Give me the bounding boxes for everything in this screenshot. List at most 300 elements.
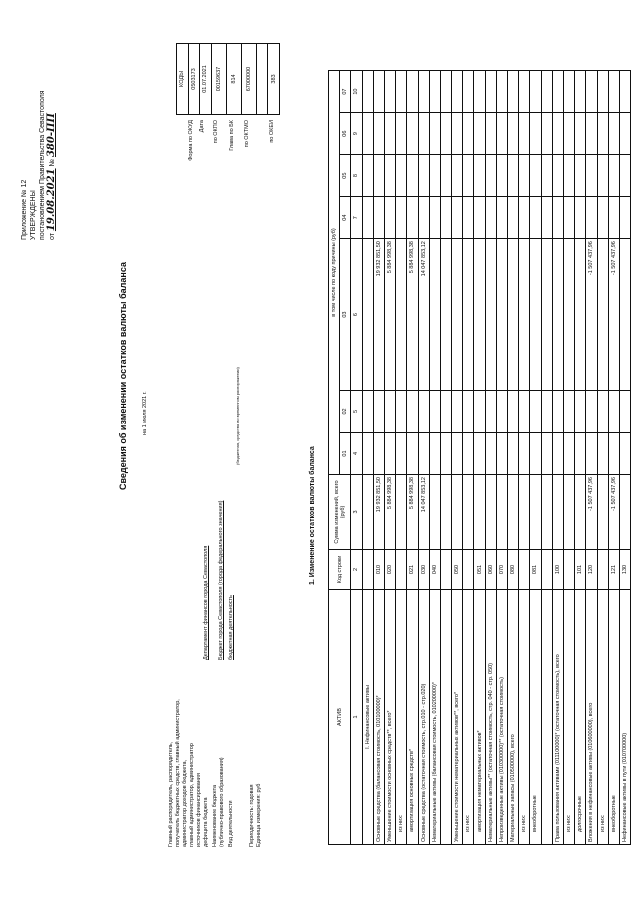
row-name: Уменьшение стоимости нематериальных активов**, всего*: [452, 590, 463, 845]
row-code: 081: [530, 550, 541, 590]
row-c03: [452, 239, 463, 391]
row-c01: [373, 432, 384, 474]
row-c03: [619, 239, 630, 391]
row-c05: [563, 155, 574, 197]
resolution-date-line: [47, 113, 57, 240]
row-name: из них:: [597, 590, 608, 845]
row-c03: [508, 239, 519, 391]
row-sum: [496, 475, 507, 550]
row-c02: [541, 390, 552, 432]
row-c04: [575, 197, 586, 239]
row-name: Нефинансовые активы в пути (010700000): [619, 590, 630, 845]
row-code: 010: [373, 550, 384, 590]
row-c03: [575, 239, 586, 391]
row-c07: [519, 71, 530, 113]
date-value: 01.07.2021: [200, 44, 212, 115]
row-c02: [552, 390, 563, 432]
row-c06: [485, 113, 496, 155]
row-c05: [541, 155, 552, 197]
table-row: [508, 71, 519, 845]
label-line-8: (публично-правового образования): [219, 757, 225, 847]
row-c05: [362, 155, 373, 197]
date-code-label: Дата: [199, 120, 205, 133]
header-aktiv: АКТИВ: [329, 590, 351, 845]
header-incl: в том числе по коду причины (руб): [329, 71, 340, 475]
row-c04: [418, 197, 429, 239]
row-sum: 5 884 998,38: [384, 475, 395, 550]
row-code: 050: [452, 550, 463, 590]
table-row: [452, 71, 463, 845]
header-c03: 03: [340, 239, 351, 391]
header-c01: 01: [340, 432, 351, 474]
row-c03: -1 507 437,96: [608, 239, 619, 391]
resolution-date: 19.08.2021: [46, 168, 57, 232]
row-c04: [485, 197, 496, 239]
row-c03: [485, 239, 496, 391]
row-c02: [508, 390, 519, 432]
row-c04: [463, 197, 474, 239]
row-c03: [429, 239, 440, 391]
row-c07: [429, 71, 440, 113]
table-row: [619, 71, 630, 845]
row-name: из них:: [463, 590, 474, 845]
row-c03: [396, 239, 407, 391]
row-c06: [474, 113, 485, 155]
row-c06: [429, 113, 440, 155]
unit-label: Единица измерения: руб: [256, 783, 262, 847]
row-c06: [407, 113, 418, 155]
row-c07: [508, 71, 519, 113]
column-number: 8: [351, 155, 362, 197]
row-c03: [530, 239, 541, 391]
row-code: [519, 550, 530, 590]
table-row: [496, 71, 507, 845]
row-c03: [552, 239, 563, 391]
table-row: [519, 71, 530, 845]
row-c02: [519, 390, 530, 432]
row-c02: [530, 390, 541, 432]
row-name: долгосрочные: [575, 590, 586, 845]
row-c06: [608, 113, 619, 155]
row-sum: 14 047 853,12: [418, 475, 429, 550]
row-sum: -1 507 437,96: [586, 475, 597, 550]
row-c02: [407, 390, 418, 432]
row-c06: [552, 113, 563, 155]
row-c04: [619, 197, 630, 239]
department-name: Департамент финансов города Севастополя: [203, 545, 209, 660]
row-c01: [463, 432, 474, 474]
row-name: из них:: [563, 590, 574, 845]
row-c04: [597, 197, 608, 239]
row-c03: 5 884 998,38: [384, 239, 395, 391]
table-row: [575, 71, 586, 845]
row-c06: [396, 113, 407, 155]
row-sum: [530, 475, 541, 550]
balance-changes-table: [328, 70, 631, 845]
row-name: Непроизведенные активы (010300000)** (остаточная стоимость): [496, 590, 507, 845]
row-name: из них:: [519, 590, 530, 845]
row-c04: [552, 197, 563, 239]
column-number-row: [351, 71, 362, 845]
row-c05: [373, 155, 384, 197]
row-code: 100: [552, 550, 563, 590]
row-sum: [508, 475, 519, 550]
row-c03: -1 507 437,96: [586, 239, 597, 391]
row-name: Основные средства (остаточная стоимость, стр.010 - стр.020): [418, 590, 429, 845]
row-c01: [474, 432, 485, 474]
row-c06: [619, 113, 630, 155]
row-sum: [541, 475, 552, 550]
row-c02: [463, 390, 474, 432]
row-c02: [597, 390, 608, 432]
row-c06: [418, 113, 429, 155]
row-sum: [396, 475, 407, 550]
row-c01: [396, 432, 407, 474]
row-c04: [563, 197, 574, 239]
header-c04: 04: [340, 197, 351, 239]
row-c06: [362, 113, 373, 155]
row-c01: [586, 432, 597, 474]
label-line-7: Наименование бюджета: [212, 784, 218, 847]
row-c01: [541, 432, 552, 474]
row-c07: [552, 71, 563, 113]
column-number: 7: [351, 197, 362, 239]
row-c07: [440, 71, 451, 113]
okpo-value: 00159637: [211, 44, 226, 115]
row-c03: 5 884 998,38: [407, 239, 418, 391]
row-c02: [485, 390, 496, 432]
date-prefix: от: [49, 233, 56, 240]
glava-label: Глава по БК: [229, 120, 235, 151]
row-c03: [463, 239, 474, 391]
row-code: [563, 550, 574, 590]
row-c06: [519, 113, 530, 155]
row-c01: [552, 432, 563, 474]
row-name: внеоборотные: [608, 590, 619, 845]
row-c01: [429, 432, 440, 474]
row-sum: [485, 475, 496, 550]
row-code: 070: [496, 550, 507, 590]
row-code: 030: [418, 550, 429, 590]
codes-table: [176, 43, 280, 115]
header-c07: 07: [340, 71, 351, 113]
row-c01: [407, 432, 418, 474]
oktmo-value: 67000000: [241, 44, 256, 115]
row-name: I. Нефинансовые активы: [362, 590, 373, 845]
row-c06: [575, 113, 586, 155]
row-c05: [407, 155, 418, 197]
row-c02: [362, 390, 373, 432]
row-sum: [575, 475, 586, 550]
column-number: 6: [351, 239, 362, 391]
row-sum: [362, 475, 373, 550]
row-c02: [586, 390, 597, 432]
table-row: [429, 71, 440, 845]
row-c04: [608, 197, 619, 239]
table-row: [541, 71, 552, 845]
row-sum: [463, 475, 474, 550]
row-c01: [619, 432, 630, 474]
row-c03: [496, 239, 507, 391]
row-code: 060: [485, 550, 496, 590]
row-c05: [452, 155, 463, 197]
row-sum: [619, 475, 630, 550]
row-c02: [563, 390, 574, 432]
row-c04: [362, 197, 373, 239]
row-c07: [384, 71, 395, 113]
table-row: [485, 71, 496, 845]
row-c07: [496, 71, 507, 113]
label-line-5: источников финансирования: [196, 773, 202, 847]
row-c01: [418, 432, 429, 474]
row-c03: [597, 239, 608, 391]
row-c07: [619, 71, 630, 113]
row-c06: [496, 113, 507, 155]
label-line-9: Вид деятельности: [228, 800, 234, 847]
row-c06: [440, 113, 451, 155]
row-c01: [362, 432, 373, 474]
row-c04: [440, 197, 451, 239]
row-c04: [429, 197, 440, 239]
row-c03: [541, 239, 552, 391]
row-code: 051: [474, 550, 485, 590]
row-c07: [463, 71, 474, 113]
number-prefix: №: [49, 158, 56, 167]
row-c07: [407, 71, 418, 113]
row-c07: [485, 71, 496, 113]
table-body: [362, 71, 631, 845]
row-c05: [508, 155, 519, 197]
okpo-label: по ОКПО: [213, 120, 219, 144]
header-c02: 02: [340, 390, 351, 432]
header-c06: 06: [340, 113, 351, 155]
label-line-1: Главный распорядитель, распорядитель,: [168, 741, 174, 847]
row-c06: [373, 113, 384, 155]
row-c05: [552, 155, 563, 197]
row-c06: [452, 113, 463, 155]
row-c02: [396, 390, 407, 432]
row-code: 020: [384, 550, 395, 590]
row-c07: [373, 71, 384, 113]
row-c01: [563, 432, 574, 474]
row-c07: [474, 71, 485, 113]
column-number: 4: [351, 432, 362, 474]
resolution-number: 380-ПП: [46, 113, 57, 158]
row-c02: [373, 390, 384, 432]
row-c05: [485, 155, 496, 197]
row-code: 080: [508, 550, 519, 590]
row-code: 021: [407, 550, 418, 590]
row-sum: [563, 475, 574, 550]
row-sum: 5 884 998,38: [407, 475, 418, 550]
row-c07: [541, 71, 552, 113]
table-row: [552, 71, 563, 845]
row-name: Основные средства (балансовая стоимость, 010100000)*: [373, 590, 384, 845]
row-c01: [485, 432, 496, 474]
row-c04: [530, 197, 541, 239]
row-sum: -1 507 437,96: [608, 475, 619, 550]
row-c04: [373, 197, 384, 239]
row-c07: [530, 71, 541, 113]
activity-note: (бюджетная, средства во временном распоряжении): [235, 367, 240, 465]
section-title: 1. Изменение остатков валюты баланса: [309, 446, 316, 585]
table-row: [384, 71, 395, 845]
row-c06: [508, 113, 519, 155]
approved-label: УТВЕРЖДЕНЫ: [30, 190, 37, 240]
row-c03: [563, 239, 574, 391]
row-sum: [452, 475, 463, 550]
table-row: [530, 71, 541, 845]
row-c07: [452, 71, 463, 113]
row-c05: [586, 155, 597, 197]
column-number: 10: [351, 71, 362, 113]
row-code: 121: [608, 550, 619, 590]
row-code: 101: [575, 550, 586, 590]
row-c05: [519, 155, 530, 197]
row-c01: [519, 432, 530, 474]
row-c03: 19 932 851,50: [373, 239, 384, 391]
periodicity-label: Периодичность: годовая: [249, 784, 255, 847]
row-c02: [418, 390, 429, 432]
row-c03: [362, 239, 373, 391]
row-sum: [440, 475, 451, 550]
resolution-label: постановлением Правительства Севастополя: [39, 90, 46, 240]
row-name: Нематериальные активы (балансовая стоимость, 010200000)*: [429, 590, 440, 845]
row-name: Уменьшение стоимости основных средств**, всего*: [384, 590, 395, 845]
row-code: [463, 550, 474, 590]
row-c02: [429, 390, 440, 432]
row-c05: [396, 155, 407, 197]
row-code: [440, 550, 451, 590]
row-c05: [530, 155, 541, 197]
row-c04: [519, 197, 530, 239]
row-c05: [608, 155, 619, 197]
header-c05: 05: [340, 155, 351, 197]
row-code: [396, 550, 407, 590]
table-row: [608, 71, 619, 845]
row-code: 120: [586, 550, 597, 590]
row-c04: [474, 197, 485, 239]
row-c05: [463, 155, 474, 197]
table-row: [362, 71, 373, 845]
row-name: амортизация нематериальных активов*: [474, 590, 485, 845]
budget-name: Бюджет города Севастополя (города федерального значения): [218, 500, 224, 660]
row-c05: [474, 155, 485, 197]
row-c07: [586, 71, 597, 113]
row-c02: [575, 390, 586, 432]
row-code: [541, 550, 552, 590]
row-c02: [440, 390, 451, 432]
table-row: [373, 71, 384, 845]
okud-label: Форма по ОКУД: [188, 120, 194, 161]
page-title: Сведения об изменении остатков валюты баланса: [118, 262, 128, 490]
row-c07: [563, 71, 574, 113]
label-line-4: главный администратор, администратор: [189, 743, 195, 847]
row-c04: [452, 197, 463, 239]
row-c07: [362, 71, 373, 113]
table-row: [563, 71, 574, 845]
row-c05: [597, 155, 608, 197]
okei-value: 383: [268, 44, 280, 115]
activity-name: бюджетная деятельность: [228, 595, 234, 660]
row-c01: [384, 432, 395, 474]
row-name: [541, 590, 552, 845]
column-number: 9: [351, 113, 362, 155]
table-row: [396, 71, 407, 845]
row-code: 130: [619, 550, 630, 590]
row-c05: [429, 155, 440, 197]
appendix-label: Приложение № 12: [21, 179, 28, 240]
row-name: [440, 590, 451, 845]
row-name: амортизация основных средств*: [407, 590, 418, 845]
row-name: Вложения в нефинансовые активы (010600000), всего: [586, 590, 597, 845]
row-name: Права пользования активами (011100000)* (остаточная стоимость), всего: [552, 590, 563, 845]
row-c03: [474, 239, 485, 391]
row-sum: [519, 475, 530, 550]
row-name: из них:: [396, 590, 407, 845]
row-c06: [463, 113, 474, 155]
column-number: 2: [351, 550, 362, 590]
row-c02: [619, 390, 630, 432]
table-row: [418, 71, 429, 845]
row-c04: [496, 197, 507, 239]
table-row: [440, 71, 451, 845]
row-c07: [418, 71, 429, 113]
empty-code-cell: [256, 44, 268, 115]
row-c05: [418, 155, 429, 197]
glava-value: 814: [226, 44, 241, 115]
row-c06: [530, 113, 541, 155]
table-row: [407, 71, 418, 845]
row-c07: [575, 71, 586, 113]
row-c07: [597, 71, 608, 113]
row-c07: [608, 71, 619, 113]
row-c05: [440, 155, 451, 197]
row-code: [597, 550, 608, 590]
row-sum: 19 932 851,50: [373, 475, 384, 550]
row-c02: [452, 390, 463, 432]
row-c01: [597, 432, 608, 474]
row-c04: [407, 197, 418, 239]
row-c05: [575, 155, 586, 197]
row-c02: [608, 390, 619, 432]
table-row: [474, 71, 485, 845]
row-c02: [384, 390, 395, 432]
okei-label: по ОКЕИ: [269, 120, 275, 143]
row-c06: [563, 113, 574, 155]
row-c01: [530, 432, 541, 474]
row-c04: [508, 197, 519, 239]
row-name: Нематериальные активы** (остаточная стоимость, стр. 040 - стр. 050): [485, 590, 496, 845]
column-number: 1: [351, 590, 362, 845]
row-c05: [384, 155, 395, 197]
oktmo-label: по ОКТМО: [244, 120, 250, 148]
row-c02: [474, 390, 485, 432]
row-c02: [496, 390, 507, 432]
row-c03: [519, 239, 530, 391]
row-c06: [541, 113, 552, 155]
row-c04: [396, 197, 407, 239]
label-line-2: получатель бюджетных средств, главный администратор,: [175, 699, 181, 847]
row-c01: [575, 432, 586, 474]
label-line-3: администратор доходов бюджета,: [182, 759, 188, 847]
row-sum: [597, 475, 608, 550]
row-code: [362, 550, 373, 590]
header-code: Код строки: [329, 550, 351, 590]
row-c05: [619, 155, 630, 197]
row-name: Материальные запасы (010500000), всего: [508, 590, 519, 845]
as-of-date: на 1 июля 2021 г.: [142, 391, 148, 435]
